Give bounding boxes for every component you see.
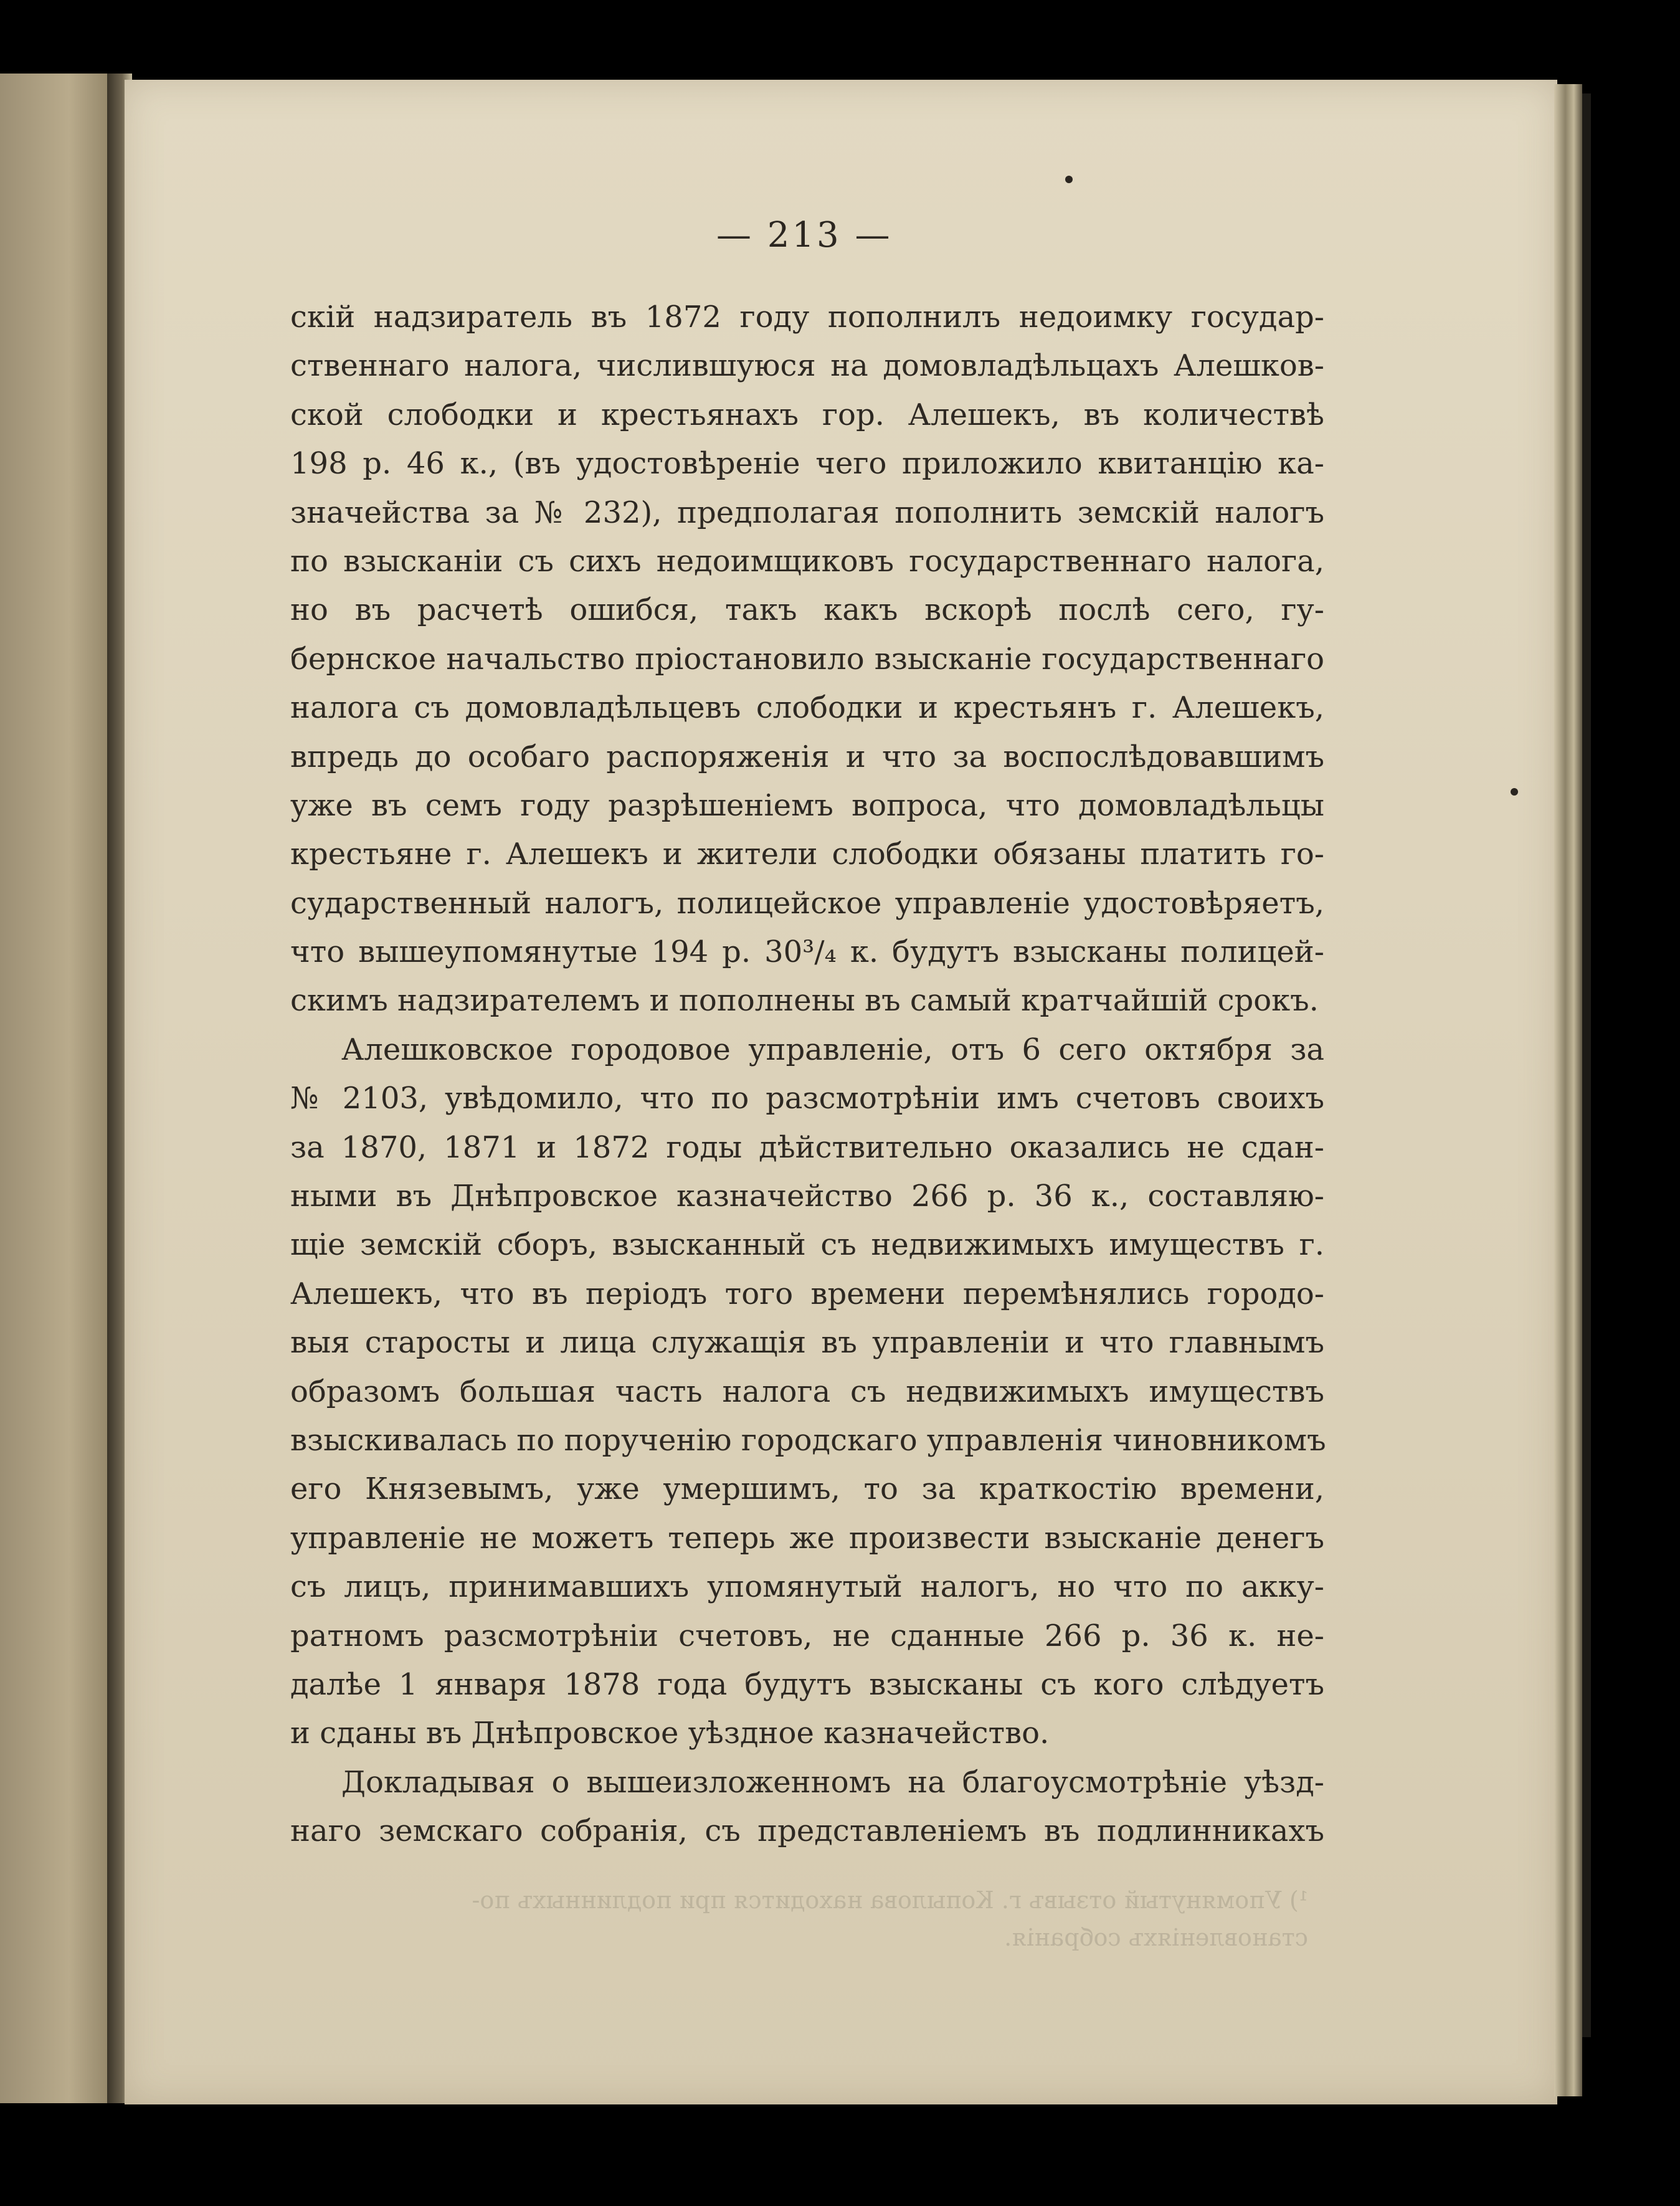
text-line: но въ расчетѣ ошибся, такъ какъ вскорѣ послѣ сего, гу-: [290, 592, 1324, 628]
text-line: № 2103, увѣдомило, что по разсмотрѣніи имъ счетовъ своихъ: [290, 1081, 1324, 1116]
text-line: ской слободки и крестьянахъ гор. Алешекъ, въ количествѣ: [290, 397, 1324, 432]
page-number: — 213 —: [716, 215, 893, 255]
text-line: его Князевымъ, уже умершимъ, то за краткостію времени,: [290, 1471, 1324, 1507]
bleed-through-footnote: [324, 1881, 1308, 1956]
text-line: что вышеупомянутые 194 р. 30³/₄ к. будутъ взысканы полицей-: [290, 934, 1324, 970]
text-line: уже въ семъ году разрѣшеніемъ вопроса, что домовладѣльцы: [290, 787, 1324, 823]
text-line: наго земскаго собранія, съ представленіемъ въ подлинникахъ: [290, 1814, 1324, 1849]
page-stack-edge: [1554, 84, 1582, 2096]
text-line: за 1870, 1871 и 1872 годы дѣйствительно оказались не сдан-: [290, 1129, 1324, 1165]
text-line: впредь до особаго распоряженія и что за воспослѣдовавшимъ: [290, 739, 1324, 774]
text-line: крестьяне г. Алешекъ и жители слободки обязаны платить го-: [290, 837, 1324, 872]
text-line: Докладывая о вышеизложенномъ на благоусмотрѣніе уѣзд-: [341, 1764, 1324, 1800]
bleed-through-line: становленіяхъ собранія.: [1004, 1924, 1308, 1951]
text-line: скій надзиратель въ 1872 году пополнилъ недоимку государ-: [290, 300, 1324, 335]
text-line: управленіе не можетъ теперь же произвести взысканіе денегъ: [290, 1520, 1324, 1556]
page-body-text: [290, 293, 1324, 1856]
text-line: Алешекъ, что въ періодъ того времени перемѣнялись городо-: [290, 1276, 1324, 1311]
text-line: съ лицъ, принимавшихъ упомянутый налогъ, но что по акку-: [290, 1569, 1324, 1605]
text-line: взыскивалась по порученію городскаго управленія чиновникомъ: [290, 1422, 1326, 1458]
text-line: значейства за № 232), предполагая пополнить земскій налогъ: [290, 495, 1324, 530]
previous-page-edge: [0, 74, 115, 2103]
paper-speck: [1511, 788, 1518, 796]
page-stack-shadow: [1582, 93, 1591, 2037]
text-line: ственнаго налога, числившуюся на домовладѣльцахъ Алешков-: [290, 348, 1324, 384]
text-line: и сданы въ Днѣпровское уѣздное казначейство.: [290, 1716, 1050, 1751]
text-line: щіе земскій сборъ, взысканный съ недвижимыхъ имуществъ г.: [290, 1227, 1324, 1263]
text-line: 198 р. 46 к., (въ удостовѣреніе чего приложило квитанцію ка-: [290, 446, 1324, 482]
text-line: налога съ домовладѣльцевъ слободки и крестьянъ г. Алешекъ,: [290, 690, 1324, 726]
paper-speck: [1065, 176, 1073, 183]
text-line: сударственный налогъ, полицейское управленіе удостовѣряетъ,: [290, 885, 1324, 921]
text-line: выя старосты и лица служащія въ управленіи и что главнымъ: [290, 1325, 1324, 1361]
text-line: бернское начальство пріостановило взысканіе государственнаго: [290, 641, 1324, 677]
text-line: ратномъ разсмотрѣніи счетовъ, не сданные 266 р. 36 к. не-: [290, 1618, 1324, 1653]
text-line: далѣе 1 января 1878 года будутъ взысканы съ кого слѣдуетъ: [290, 1666, 1324, 1702]
text-line: образомъ большая часть налога съ недвижимыхъ имуществъ: [290, 1374, 1324, 1409]
text-line: ными въ Днѣпровское казначейство 266 р. 36 к., составляю-: [290, 1179, 1324, 1214]
text-line: Алешковское городовое управленіе, отъ 6 сего октября за: [341, 1032, 1324, 1067]
text-line: скимъ надзирателемъ и пополнены въ самый кратчайшій срокъ.: [290, 983, 1319, 1019]
text-line: по взысканіи съ сихъ недоимщиковъ государственнаго налога,: [290, 543, 1324, 579]
bleed-through-line: ¹) Упомянутый отзывъ г. Копылова находится при подлинныхъ по-: [472, 1886, 1308, 1914]
